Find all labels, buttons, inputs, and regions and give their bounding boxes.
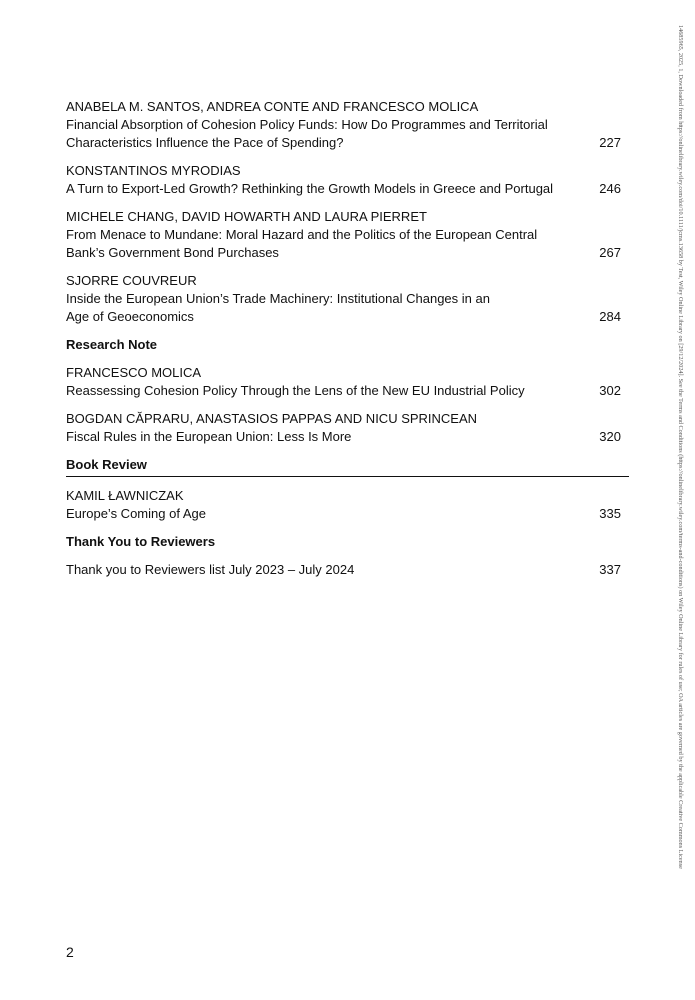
toc-entry[interactable] (66, 272, 629, 326)
entry-title-row (66, 180, 629, 198)
toc-entry[interactable] (66, 208, 629, 262)
table-of-contents (66, 98, 629, 589)
entry-page: 284 (599, 309, 621, 324)
entry-title-row (66, 116, 629, 152)
toc-entry[interactable] (66, 162, 629, 198)
entry-authors: MICHELE CHANG, DAVID HOWARTH AND LAURA PIERRET (66, 209, 427, 224)
entry-page: 267 (599, 245, 621, 260)
entry-page: 227 (599, 135, 621, 150)
toc-entry[interactable] (66, 487, 629, 523)
entry-page: 335 (599, 506, 621, 521)
entry-title-row (66, 428, 629, 446)
page-number: 2 (66, 944, 74, 960)
entry-authors: ANABELA M. SANTOS, ANDREA CONTE AND FRANCESCO MOLICA (66, 99, 479, 114)
entry-authors: FRANCESCO MOLICA (66, 365, 202, 380)
entry-title-row (66, 561, 629, 579)
entry-title-row (66, 505, 629, 523)
entry-title[interactable]: Fiscal Rules in the European Union: Less Is More (66, 429, 352, 444)
entry-page: 246 (599, 181, 621, 196)
section-heading-research-note: Research Note (66, 337, 158, 352)
entry-title[interactable]: Thank you to Reviewers list July 2023 – July 2024 (66, 562, 355, 577)
entry-authors: KONSTANTINOS MYRODIAS (66, 163, 241, 178)
entry-page: 320 (599, 429, 621, 444)
entry-title[interactable]: Europe’s Coming of Age (66, 506, 206, 521)
entry-page: 302 (599, 383, 621, 398)
toc-entry[interactable] (66, 98, 629, 152)
toc-entry[interactable] (66, 364, 629, 400)
entry-title[interactable]: From Menace to Mundane: Moral Hazard and the Politics of the European Central Bank’s Government Bond Purchases (66, 227, 538, 260)
entry-title[interactable]: Inside the European Union’s Trade Machinery: Institutional Changes in an Age of Geoeconomics (66, 291, 490, 324)
toc-entry[interactable] (66, 561, 629, 579)
entry-authors: BOGDAN CĂPRARU, ANASTASIOS PAPPAS AND NICU SPRINCEAN (66, 411, 478, 426)
entry-title[interactable]: Financial Absorption of Cohesion Policy Funds: How Do Programmes and Territorial Characteristics Influence the Pace of Spending? (66, 117, 548, 150)
entry-authors: KAMIL ŁAWNICZAK (66, 488, 184, 503)
entry-title-row (66, 290, 629, 326)
entry-authors: SJORRE COUVREUR (66, 273, 197, 288)
section-heading-book-review: Book Review (66, 456, 629, 477)
toc-entry[interactable] (66, 410, 629, 446)
entry-title[interactable]: Reassessing Cohesion Policy Through the Lens of the New EU Industrial Policy (66, 383, 525, 398)
entry-title-row (66, 226, 629, 262)
section-heading-reviewers: Thank You to Reviewers (66, 534, 216, 549)
entry-title[interactable]: A Turn to Export-Led Growth? Rethinking the Growth Models in Greece and Portugal (66, 181, 554, 196)
entry-title-row (66, 382, 629, 400)
entry-page: 337 (599, 562, 621, 577)
download-notice: 14685965, 2025, 1, Downloaded from https://onlinelibrary.wiley.com/doi/10.1111/jcms.13658 by Test, Wiley Online Library on [29/12/2024]. See the Terms and Conditions (https://onlinelibrary.wiley.com/terms-and-conditions) on Wiley Online Library for rules of use; OA articles are governed by the applicable Creative Commons License (677, 25, 684, 869)
